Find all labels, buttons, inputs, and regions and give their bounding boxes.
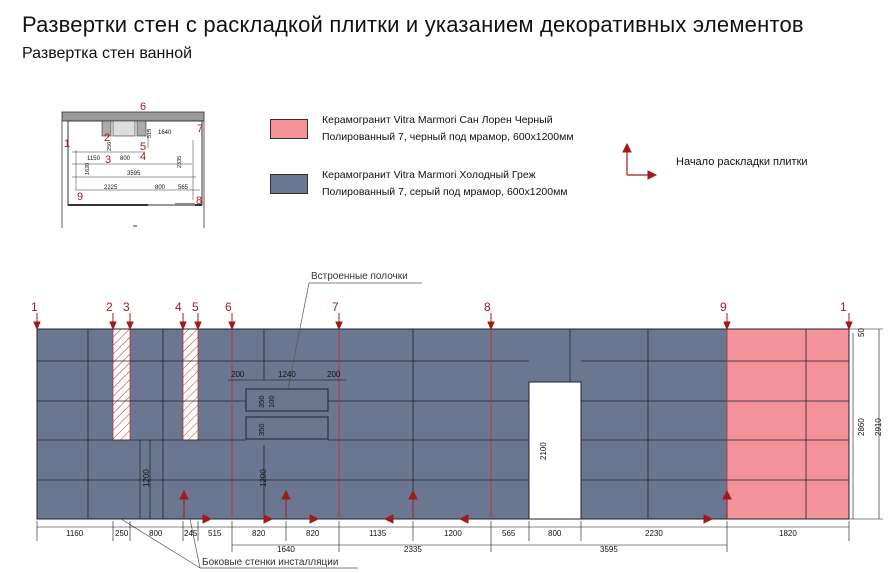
plan-dim-label: 2225 [104, 185, 118, 191]
wall-marker-number: 2 [106, 300, 113, 314]
wall-marker-number: 9 [720, 300, 727, 314]
vertical-dim-label: 2100 [539, 442, 548, 460]
legend-grey-line1: Керамогранит Vitra Marmori Холодный Греж [322, 169, 536, 181]
callout-shelves-label: Встроенные полочки [311, 271, 408, 282]
plan-dim-label: 800 [120, 156, 131, 162]
plan-wall-number: 8 [196, 195, 203, 207]
bottom-dim-label: 1160 [66, 529, 84, 538]
wall-marker-number: 6 [225, 300, 232, 314]
wall-marker-icon [34, 313, 852, 329]
bottom-dim-label: 820 [252, 529, 266, 538]
plan-installation [113, 121, 135, 136]
wall-marker-number: 5 [192, 300, 199, 314]
callout-installation-label: Боковые стенки инсталляции [202, 557, 339, 568]
installation-side-wall [183, 329, 198, 440]
plan-wall-number: 1 [64, 138, 71, 150]
vertical-dim-label: 50 [857, 328, 866, 337]
bottom-dim-label: 1640 [277, 545, 295, 554]
bottom-dim-label: 245 [184, 529, 198, 538]
plan-wall-number: 5 [140, 141, 147, 153]
bottom-dim-label: 2335 [404, 545, 422, 554]
plan-wall-number: 3 [105, 154, 112, 166]
vertical-dim-label: 2860 [857, 418, 866, 436]
bottom-dim-label: 800 [149, 529, 163, 538]
vertical-dim-label: 1200 [259, 469, 268, 487]
door-opening [529, 382, 581, 519]
plan-dim-label: 1150 [87, 156, 100, 162]
plan-dim-label: 515 [147, 128, 153, 138]
grey-tile-field [37, 329, 527, 519]
legend-pink-line2: Полированный 7, черный под мрамор, 600х1200мм [322, 131, 574, 143]
legend-grey-line2: Полированный 7, серый под мрамор, 600х1200мм [322, 186, 568, 198]
wall-marker-number: 7 [332, 300, 339, 314]
start-arrow-icon [623, 144, 656, 179]
installation-side-wall [113, 329, 130, 440]
plan-dim-label: 1620 [85, 162, 91, 175]
bottom-dim-label: 1200 [444, 529, 462, 538]
wall-marker-number: 4 [175, 300, 182, 314]
plan-dim-label: 2335 [177, 155, 183, 168]
page-title: Развертки стен с раскладкой плитки и указанием декоративных элементов [22, 12, 804, 37]
pink-tile-field [727, 329, 849, 519]
plan-dim-label: 250 [107, 141, 113, 151]
shelf-dim-label: 350 [257, 395, 266, 408]
page-subtitle: Развертка стен ванной [22, 45, 193, 62]
vertical-dim-label: 1200 [142, 469, 151, 487]
wall-marker-number: 1 [31, 300, 38, 314]
wall-marker-number: 8 [484, 300, 491, 314]
bottom-dim-label: 1820 [779, 529, 797, 538]
bottom-dimensions [37, 521, 849, 554]
shelf-dim-label: 100 [267, 395, 276, 408]
plan-dim-label: 800 [155, 185, 166, 191]
plan-wall-number: 4 [140, 151, 147, 163]
shelf-dim-label: 200 [231, 370, 245, 379]
shelf-dim-label: 1240 [278, 370, 296, 379]
wall-markers [31, 300, 852, 329]
plan-installation [137, 121, 146, 136]
plan-dim-label: 565 [178, 185, 189, 191]
bottom-dim-label: 2230 [645, 529, 663, 538]
wall-marker-number: 1 [840, 300, 847, 314]
wall-marker-number: 3 [123, 300, 130, 314]
callout-installation [121, 519, 358, 568]
plan-wall-number: 7 [197, 123, 204, 135]
vertical-dim-label: 2910 [874, 418, 883, 436]
bottom-dim-label: 250 [115, 529, 129, 538]
floor-plan [62, 101, 204, 228]
plan-wall-number: 9 [77, 191, 84, 203]
plan-top-wall [62, 112, 204, 121]
bottom-dim-label: 565 [502, 529, 516, 538]
bottom-dim-label: 1135 [369, 529, 387, 538]
bottom-dim-label: 3595 [600, 545, 618, 554]
plan-fixture [175, 203, 195, 206]
plan-wall-number: 6 [140, 101, 147, 113]
legend-pink-line1: Керамогранит Vitra Marmori Сан Лорен Черный [322, 114, 553, 126]
shelf-dim-label: 200 [327, 370, 341, 379]
shelf-dim-label: 350 [257, 423, 266, 436]
plan-dim-label: 3595 [127, 171, 141, 177]
start-layout-label: Начало раскладки плитки [676, 156, 808, 168]
bottom-dim-label: 800 [548, 529, 562, 538]
bottom-dim-label: 820 [306, 529, 320, 538]
plan-dim-label: 1640 [158, 130, 172, 136]
bottom-dim-label: 515 [208, 529, 222, 538]
plan-wall-number: 2 [104, 132, 111, 144]
